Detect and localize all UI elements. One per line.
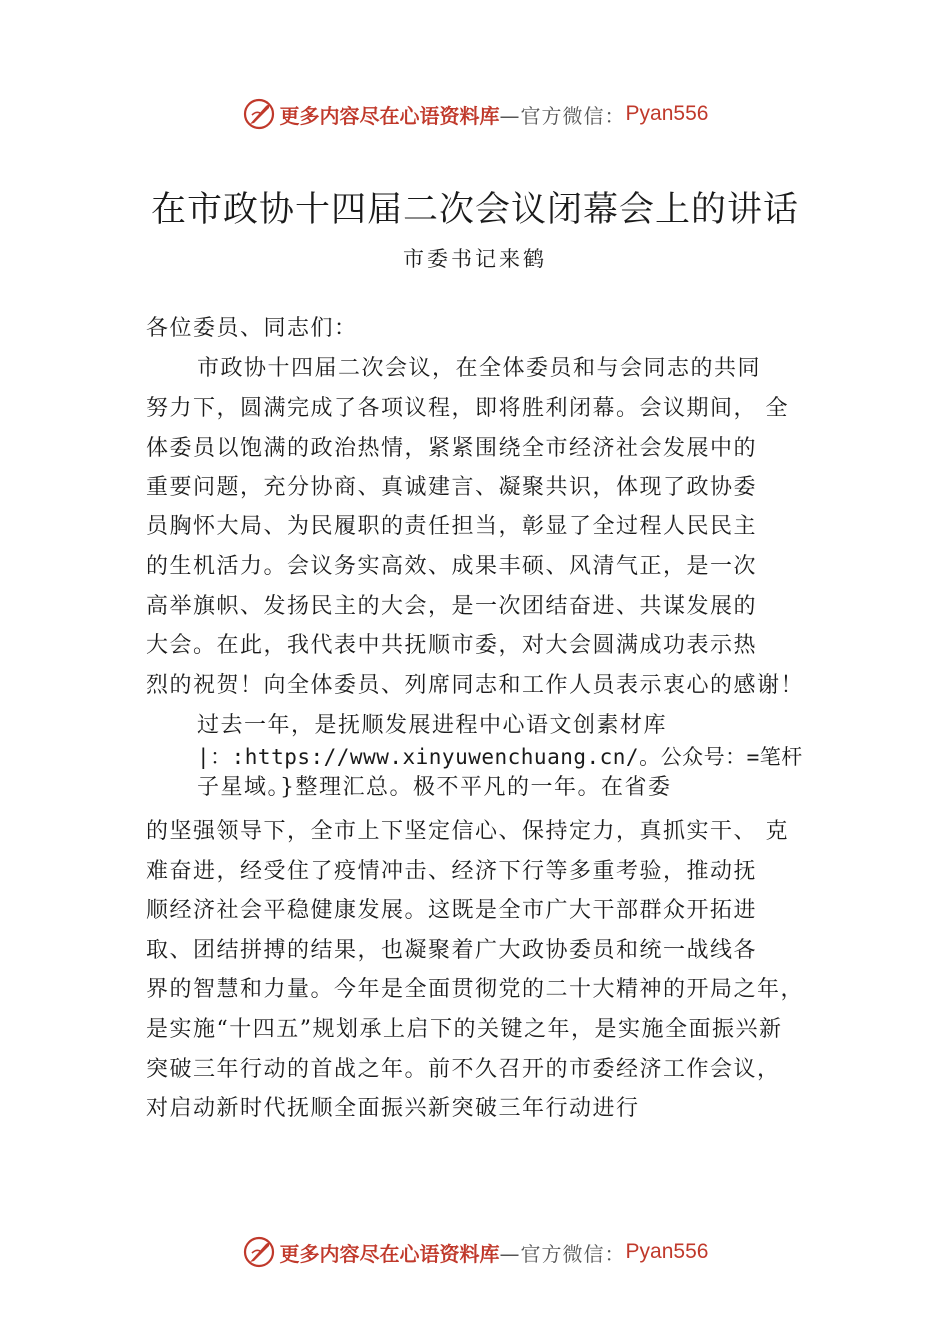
header-banner: [0, 94, 950, 134]
body-line: 难奋进，经受住了疫情冲击、经济下行等多重考验，推动抚: [146, 859, 758, 884]
body-line: 高举旗帜、发扬民主的大会，是一次团结奋进、共谋发展的: [146, 594, 758, 619]
banner-wechat-label: —官方微信：: [499, 103, 626, 128]
body-line: 子星域。}整理汇总。极不平凡的一年。在省委: [197, 775, 672, 800]
body-line: 界的智慧和力量。今年是全面贯彻党的二十大精神的开局之年，: [146, 977, 805, 1002]
body-line: 对启动新时代抚顺全面振兴新突破三年行动进行: [146, 1096, 640, 1121]
body-line: 的坚强领导下，全市上下坚定信心、保持定力，真抓实干、 克: [146, 819, 789, 844]
body-line: 过去一年，是抚顺发展进程中心语文创素材库: [197, 713, 668, 738]
banner-wechat-id: Pyan556: [625, 1240, 709, 1263]
body-line: 市政协十四届二次会议，在全体委员和与会同志的共同: [197, 356, 762, 381]
body-line: 突破三年行动的首战之年。前不久召开的市委经济工作会议，: [146, 1057, 781, 1082]
body-line: 烈的祝贺！向全体委员、列席同志和工作人员表示衷心的感谢！: [146, 673, 805, 698]
body-line: 的生机活力。会议务实高效、成果丰硕、风清气正，是一次: [146, 554, 758, 579]
body-line: 是实施“十四五”规划承上启下的关键之年，是实施全面振兴新: [146, 1017, 783, 1042]
banner-wechat-label: —官方微信：: [499, 1241, 626, 1266]
body-line: 顺经济社会平稳健康发展。这既是全市广大干部群众开拓进: [146, 898, 758, 923]
document-author: 市委书记来鹤: [403, 247, 547, 271]
quill-pen-logo-icon: [242, 97, 276, 131]
banner-brand-text: 更多内容尽在心语资料库: [279, 103, 500, 128]
body-line: 大会。在此，我代表中共抚顺市委，对大会圆满成功表示热: [146, 633, 758, 658]
quill-pen-logo-icon: [242, 1235, 276, 1269]
document-title: 在市政协十四届二次会议闭幕会上的讲话: [150, 190, 799, 230]
body-line: 重要问题，充分协商、真诚建言、凝聚共识，体现了政协委: [146, 475, 758, 500]
footer-banner: [0, 1232, 950, 1272]
salutation-line: 各位委员、同志们：: [146, 316, 358, 341]
body-line: 取、团结拼搏的结果，也凝聚着广大政协委员和统一战线各: [146, 938, 758, 963]
banner-wechat-id: Pyan556: [625, 102, 709, 125]
body-line: 员胸怀大局、为民履职的责任担当，彰显了全过程人民民主: [146, 514, 758, 539]
body-line: 努力下，圆满完成了各项议程，即将胜利闭幕。会议期间， 全: [146, 396, 789, 421]
body-line: 体委员以饱满的政治热情，紧紧围绕全市经济社会发展中的: [146, 436, 758, 461]
body-line-url: |：:https://www.xinyuwenchuang.cn/。公众号：=笔杆: [197, 745, 803, 769]
banner-brand-text: 更多内容尽在心语资料库: [279, 1241, 500, 1266]
